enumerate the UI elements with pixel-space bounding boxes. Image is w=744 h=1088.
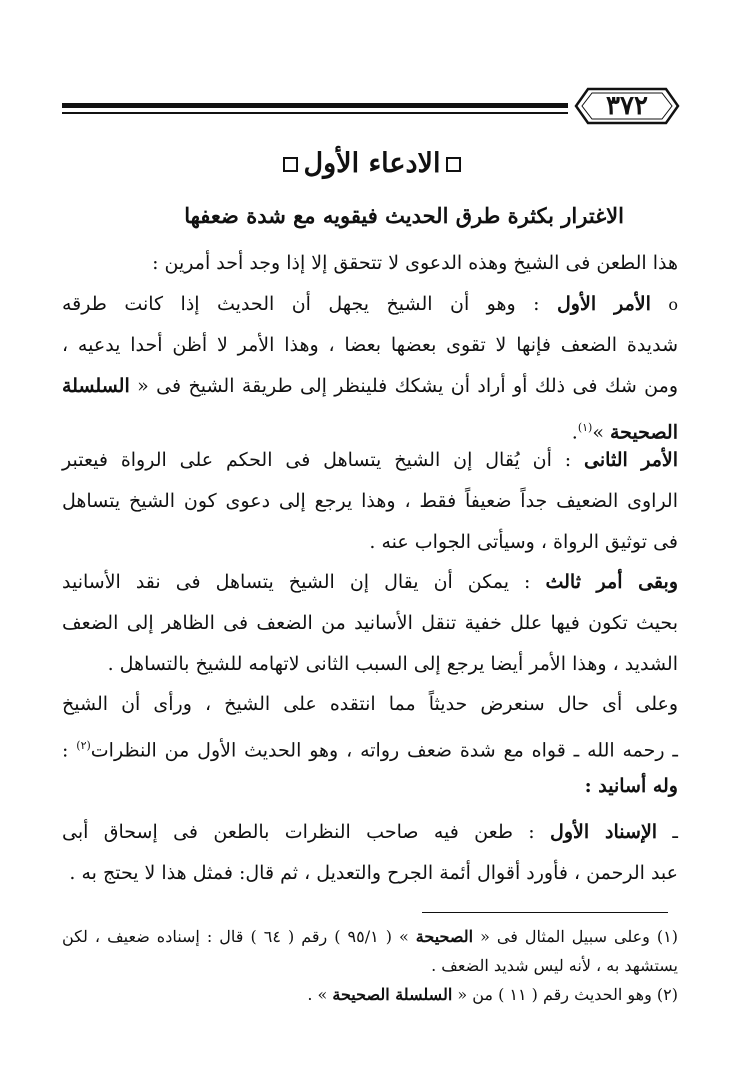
isnad-label: الإسناد الأول (550, 821, 658, 843)
header-rule-thin (62, 112, 568, 114)
footnote-1-line-1 (62, 922, 678, 951)
subtitle: الاغترار بكثرة طرق الحديث فيقويه مع شدة ضعفها (184, 203, 624, 228)
page-number-badge (574, 86, 680, 126)
book-title-sahiha: الصحيحة (610, 421, 678, 444)
square-bullet-icon (446, 157, 461, 172)
third-matter-line-2: بحيث تكون فيها علل خفية تنقل الأسانيد من الضعف فى الظاهر إلى الضعف (62, 612, 678, 634)
first-matter-label: الأمر الأول (557, 293, 651, 315)
first-matter-line-3 (62, 366, 678, 407)
asanid-heading: وله أسانيد : (584, 775, 678, 797)
conclusion-line-2 (62, 725, 678, 771)
footnote-2-text-a: (٢) وهو الحديث رقم ( ١١ ) من « (452, 985, 678, 1004)
header-rule (62, 103, 568, 108)
isnad-text-1: : طعن فيه صاحب النظرات بالطعن فى إسحاق أبى (62, 821, 551, 843)
footnote-1-line-2: يستشهد به ، لأنه ليس شديد الضعف . (431, 956, 678, 975)
conclusion-text-2: ـ رحمه الله ـ قواه مع شدة ضعف رواته ، وهو الحديث الأول من النظرات (90, 739, 678, 762)
first-matter-end: . (571, 421, 578, 444)
second-matter-label: الأمر الثانى (584, 449, 678, 471)
section-title-text: الادعاء الأول (303, 148, 441, 179)
footnote-separator (422, 912, 668, 913)
third-matter-label: وبقى أمر ثالث (545, 571, 678, 593)
circle-bullet: o (668, 295, 678, 314)
second-matter-line-2: الراوى الضعيف جداً ضعيفاً فقط ، وهذا يرجع إلى دعوى كون الشيخ يتساهل (62, 490, 678, 512)
footnote-2-book: السلسلة الصحيحة (332, 985, 453, 1004)
first-matter-text-1: : وهو أن الشيخ يجهل أن الحديث إذا كانت طرقه (62, 293, 557, 315)
second-matter-text-1: : أن يُقال إن الشيخ يتساهل فى الحكم على الرواة فيعتبر (62, 449, 585, 471)
third-matter-line-3: الشديد ، وهذا الأمر أيضا يرجع إلى السبب الثانى لاتهامه للشيخ بالتساهل . (107, 653, 678, 675)
footnote-1-book: الصحيحة (415, 927, 474, 946)
page-number: ٣٧٢ (606, 91, 648, 121)
footnote-2 (62, 980, 678, 1009)
first-matter-text-3: ومن شك فى ذلك أو أراد أن يشكك فلينظر إلى طريقة الشيخ فى « (129, 375, 678, 397)
footnote-ref-1: (١) (577, 421, 593, 434)
third-matter-line-1 (62, 562, 678, 603)
footnote-1-text-a: (١) وعلى سبيل المثال فى « (473, 927, 679, 946)
isnad-paragraph (62, 812, 678, 894)
intro-line: هذا الطعن فى الشيخ وهذه الدعوى لا تتحقق إلا إذا وجد أحد أمرين : (152, 252, 678, 274)
footnote-1-text-b: » ( ٩٥/١ ) رقم ( ٦٤ ) قال : إسناده ضعيف ، لكن (62, 927, 416, 946)
third-matter-paragraph (62, 562, 678, 685)
book-title-silsila: السلسلة (62, 375, 130, 397)
footnote-ref-2: (٢) (76, 739, 91, 752)
first-matter-line-1 (62, 284, 678, 325)
footnote-2-text-b: » . (307, 985, 333, 1004)
conclusion-end: : (62, 739, 77, 762)
second-matter-paragraph (62, 440, 678, 563)
first-matter-line-2: شديدة الضعف فإنها لا تقوى بعضها بعضا ، وهذا الأمر لا أظن أحدا يدعيه ، (62, 334, 678, 356)
second-matter-line-1 (62, 440, 678, 481)
section-title (0, 148, 744, 179)
isnad-line-2: عبد الرحمن ، فأورد أقوال أئمة الجرح والتعديل ، ثم قال: فمثل هذا لا يحتج به . (69, 862, 678, 884)
conclusion-line-1: وعلى أى حال سنعرض حديثاً مما انتقده على الشيخ ، ورأى أن الشيخ (62, 693, 678, 715)
intro-paragraph (62, 243, 678, 284)
isnad-line-1 (62, 812, 678, 853)
quote-close: » (592, 421, 610, 444)
conclusion-paragraph (62, 684, 678, 771)
second-matter-line-3: فى توثيق الرواة ، وسيأتى الجواب عنه . (369, 531, 678, 553)
isnad-dash: ـ (657, 821, 678, 843)
square-bullet-icon (283, 157, 298, 172)
footnotes (62, 922, 678, 1009)
third-matter-text-1: : يمكن أن يقال إن الشيخ يتساهل فى نقد الأسانيد (62, 571, 546, 593)
first-matter-paragraph (62, 284, 678, 453)
